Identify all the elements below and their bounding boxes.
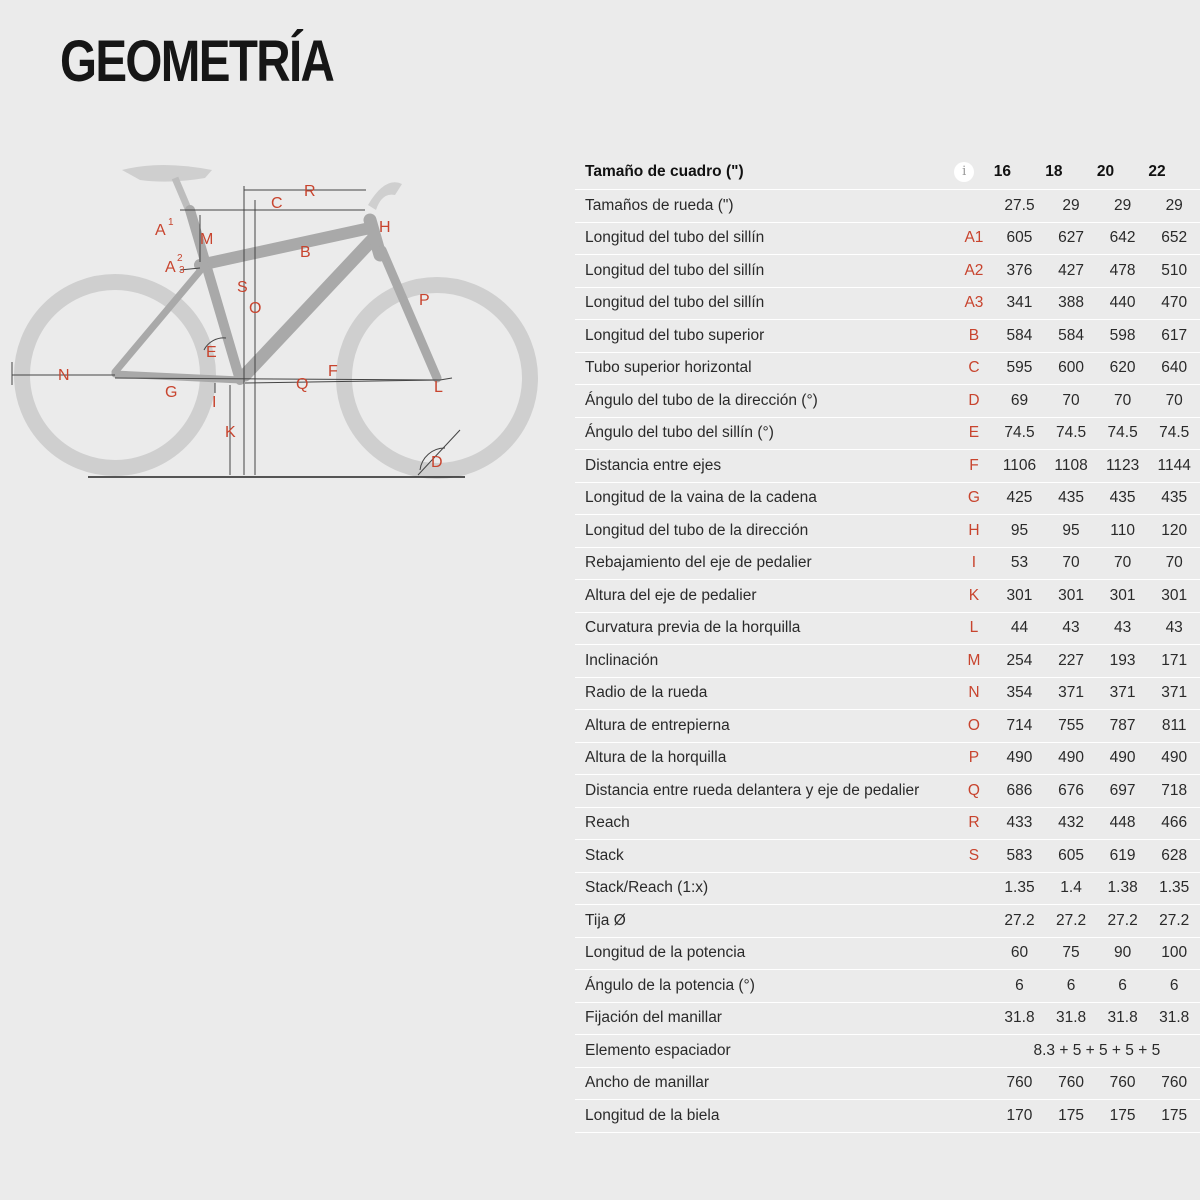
- row-value: 341: [994, 287, 1046, 320]
- row-value: 510: [1148, 255, 1200, 288]
- row-code: [954, 1067, 994, 1100]
- table-row: [575, 190, 1200, 223]
- row-value: 686: [994, 775, 1046, 808]
- row-value: 354: [994, 677, 1046, 710]
- bike-geometry-diagram: [0, 150, 560, 500]
- row-code: B: [954, 320, 994, 353]
- row-value: 1123: [1097, 450, 1149, 483]
- row-label: Tija Ø: [575, 905, 954, 938]
- row-value: 227: [1045, 645, 1097, 678]
- row-label: Longitud del tubo superior: [575, 320, 954, 353]
- row-value: 31.8: [1097, 1002, 1149, 1035]
- row-code: E: [954, 417, 994, 450]
- row-label: Longitud del tubo del sillín: [575, 287, 954, 320]
- row-value: 1144: [1148, 450, 1200, 483]
- row-code: N: [954, 677, 994, 710]
- geometry-table: [575, 155, 1200, 1133]
- row-value: 27.2: [1097, 905, 1149, 938]
- row-code: D: [954, 385, 994, 418]
- row-value: 27.2: [1148, 905, 1200, 938]
- row-value: 120: [1148, 515, 1200, 548]
- row-value: 605: [994, 222, 1046, 255]
- row-value: 425: [994, 482, 1046, 515]
- row-value: 254: [994, 645, 1046, 678]
- page-title: GEOMETRÍA: [60, 29, 334, 94]
- row-value: 31.8: [994, 1002, 1046, 1035]
- row-code: A3: [954, 287, 994, 320]
- row-value: 627: [1045, 222, 1097, 255]
- row-label: Altura del eje de pedalier: [575, 580, 954, 613]
- table-row: [575, 872, 1200, 905]
- row-value: 1.35: [994, 872, 1046, 905]
- table-row: [575, 580, 1200, 613]
- label-A23: A: [165, 259, 176, 276]
- row-value: 74.5: [1045, 417, 1097, 450]
- row-code: R: [954, 807, 994, 840]
- row-value: 760: [1097, 1067, 1149, 1100]
- row-label: Tubo superior horizontal: [575, 352, 954, 385]
- label-I: I: [212, 394, 217, 411]
- row-value: 371: [1045, 677, 1097, 710]
- row-value: 193: [1097, 645, 1149, 678]
- row-value: 75: [1045, 937, 1097, 970]
- row-label: Longitud del tubo del sillín: [575, 255, 954, 288]
- top-tube: [200, 228, 370, 265]
- row-code: [954, 190, 994, 223]
- row-value: 652: [1148, 222, 1200, 255]
- row-code: F: [954, 450, 994, 483]
- row-value: 435: [1148, 482, 1200, 515]
- row-value: 43: [1148, 612, 1200, 645]
- row-value: 433: [994, 807, 1046, 840]
- row-value: 74.5: [1097, 417, 1149, 450]
- row-value: 175: [1148, 1100, 1200, 1133]
- table-row: [575, 385, 1200, 418]
- row-label: Altura de entrepierna: [575, 710, 954, 743]
- table-row: [575, 255, 1200, 288]
- row-label: Rebajamiento del eje de pedalier: [575, 547, 954, 580]
- row-label: Radio de la rueda: [575, 677, 954, 710]
- table-row: [575, 287, 1200, 320]
- row-label: Distancia entre rueda delantera y eje de pedalier: [575, 775, 954, 808]
- row-value: 175: [1097, 1100, 1149, 1133]
- row-value: 170: [994, 1100, 1046, 1133]
- label-O: O: [249, 300, 262, 317]
- table-header-row: [575, 155, 1200, 190]
- table-row: [575, 222, 1200, 255]
- table-row: [575, 840, 1200, 873]
- row-value: 584: [994, 320, 1046, 353]
- row-merged-value: 8.3 + 5 + 5 + 5 + 5: [994, 1035, 1200, 1068]
- row-value: 620: [1097, 352, 1149, 385]
- row-value: 388: [1045, 287, 1097, 320]
- row-value: 301: [1148, 580, 1200, 613]
- table-row: [575, 970, 1200, 1003]
- row-label: Curvatura previa de la horquilla: [575, 612, 954, 645]
- row-value: 600: [1045, 352, 1097, 385]
- row-value: 44: [994, 612, 1046, 645]
- label-N: N: [58, 367, 70, 384]
- row-value: 90: [1097, 937, 1149, 970]
- row-label: Distancia entre ejes: [575, 450, 954, 483]
- label-M: M: [200, 231, 214, 248]
- row-value: 760: [1045, 1067, 1097, 1100]
- row-label: Longitud del tubo de la dirección: [575, 515, 954, 548]
- row-value: 29: [1148, 190, 1200, 223]
- label-L: L: [434, 379, 443, 396]
- row-code: A1: [954, 222, 994, 255]
- label-C: C: [271, 195, 283, 212]
- row-code: C: [954, 352, 994, 385]
- row-code: P: [954, 742, 994, 775]
- row-value: 301: [994, 580, 1046, 613]
- row-value: 110: [1097, 515, 1149, 548]
- row-value: 95: [994, 515, 1046, 548]
- row-code: [954, 1002, 994, 1035]
- row-code: [954, 1100, 994, 1133]
- row-value: 490: [1045, 742, 1097, 775]
- row-value: 642: [1097, 222, 1149, 255]
- size-header: 18: [1045, 155, 1097, 190]
- row-code: G: [954, 482, 994, 515]
- row-label: Longitud del tubo del sillín: [575, 222, 954, 255]
- table-row: [575, 612, 1200, 645]
- label-G: G: [165, 384, 178, 401]
- table-row: [575, 742, 1200, 775]
- handlebar: [368, 182, 402, 210]
- row-value: 1.38: [1097, 872, 1149, 905]
- row-value: 435: [1045, 482, 1097, 515]
- row-value: 760: [994, 1067, 1046, 1100]
- table-row: [575, 677, 1200, 710]
- row-value: 70: [1045, 385, 1097, 418]
- size-header: 22: [1148, 155, 1200, 190]
- row-label: Elemento espaciador: [575, 1035, 954, 1068]
- row-value: 598: [1097, 320, 1149, 353]
- row-code: [954, 872, 994, 905]
- row-label: Longitud de la vaina de la cadena: [575, 482, 954, 515]
- row-label: Reach: [575, 807, 954, 840]
- table-row: [575, 645, 1200, 678]
- row-code: A2: [954, 255, 994, 288]
- row-code: I: [954, 547, 994, 580]
- row-value: 29: [1097, 190, 1149, 223]
- label-index: 3: [179, 265, 185, 276]
- row-value: 490: [994, 742, 1046, 775]
- row-code: [954, 905, 994, 938]
- row-value: 376: [994, 255, 1046, 288]
- row-value: 628: [1148, 840, 1200, 873]
- row-value: 718: [1148, 775, 1200, 808]
- row-label: Tamaños de rueda ("): [575, 190, 954, 223]
- row-value: 714: [994, 710, 1046, 743]
- table-row: [575, 547, 1200, 580]
- row-value: 95: [1045, 515, 1097, 548]
- row-label: Stack/Reach (1:x): [575, 872, 954, 905]
- table-row: [575, 1067, 1200, 1100]
- row-label: Stack: [575, 840, 954, 873]
- row-value: 31.8: [1045, 1002, 1097, 1035]
- row-value: 70: [1148, 547, 1200, 580]
- row-label: Ancho de manillar: [575, 1067, 954, 1100]
- row-label: Ángulo del tubo de la dirección (°): [575, 385, 954, 418]
- row-value: 70: [1148, 385, 1200, 418]
- row-value: 74.5: [1148, 417, 1200, 450]
- row-value: 1106: [994, 450, 1046, 483]
- row-value: 27.2: [994, 905, 1046, 938]
- row-value: 27.2: [1045, 905, 1097, 938]
- row-code: H: [954, 515, 994, 548]
- row-value: 60: [994, 937, 1046, 970]
- fork: [382, 250, 437, 378]
- row-value: 171: [1148, 645, 1200, 678]
- row-value: 43: [1045, 612, 1097, 645]
- row-code: [954, 937, 994, 970]
- row-value: 6: [1045, 970, 1097, 1003]
- table-row: [575, 515, 1200, 548]
- row-value: 301: [1045, 580, 1097, 613]
- table-row: [575, 352, 1200, 385]
- table-row: [575, 320, 1200, 353]
- row-code: K: [954, 580, 994, 613]
- table-row: [575, 450, 1200, 483]
- saddle: [122, 165, 212, 182]
- row-value: 53: [994, 547, 1046, 580]
- table-row: [575, 710, 1200, 743]
- row-value: 1108: [1045, 450, 1097, 483]
- row-value: 1.4: [1045, 872, 1097, 905]
- row-value: 478: [1097, 255, 1149, 288]
- row-value: 175: [1045, 1100, 1097, 1133]
- row-value: 490: [1148, 742, 1200, 775]
- row-value: 301: [1097, 580, 1149, 613]
- row-value: 427: [1045, 255, 1097, 288]
- row-value: 43: [1097, 612, 1149, 645]
- label-D: D: [431, 454, 443, 471]
- row-code: S: [954, 840, 994, 873]
- row-value: 595: [994, 352, 1046, 385]
- row-value: 440: [1097, 287, 1149, 320]
- row-value: 6: [1148, 970, 1200, 1003]
- row-value: 755: [1045, 710, 1097, 743]
- row-value: 70: [1097, 385, 1149, 418]
- row-value: 470: [1148, 287, 1200, 320]
- row-code: [954, 1035, 994, 1068]
- row-value: 69: [994, 385, 1046, 418]
- table-row: [575, 1002, 1200, 1035]
- row-value: 448: [1097, 807, 1149, 840]
- table-row: [575, 1100, 1200, 1133]
- row-value: 697: [1097, 775, 1149, 808]
- row-value: 676: [1045, 775, 1097, 808]
- label-Q: Q: [296, 376, 309, 393]
- row-label: Inclinación: [575, 645, 954, 678]
- row-value: 640: [1148, 352, 1200, 385]
- row-value: 371: [1148, 677, 1200, 710]
- label-K: K: [225, 424, 236, 441]
- row-label: Longitud de la biela: [575, 1100, 954, 1133]
- row-code: Q: [954, 775, 994, 808]
- row-label: Longitud de la potencia: [575, 937, 954, 970]
- label-index: 2: [177, 253, 183, 264]
- row-value: 100: [1148, 937, 1200, 970]
- label-A1: A: [155, 222, 166, 239]
- row-value: 31.8: [1148, 1002, 1200, 1035]
- label-H: H: [379, 219, 391, 236]
- row-value: 432: [1045, 807, 1097, 840]
- label-P: P: [419, 292, 430, 309]
- row-value: 6: [994, 970, 1046, 1003]
- table-row: [575, 482, 1200, 515]
- label-B: B: [300, 244, 311, 261]
- label-E: E: [206, 344, 217, 361]
- table-row: [575, 417, 1200, 450]
- row-value: 6: [1097, 970, 1149, 1003]
- label-R: R: [304, 183, 316, 200]
- info-icon[interactable]: i: [954, 162, 974, 182]
- row-value: 70: [1045, 547, 1097, 580]
- row-value: 787: [1097, 710, 1149, 743]
- frame-size-header: Tamaño de cuadro ("): [575, 155, 954, 190]
- table-row: [575, 937, 1200, 970]
- size-header: 20: [1097, 155, 1149, 190]
- table-row: [575, 807, 1200, 840]
- row-value: 371: [1097, 677, 1149, 710]
- label-index: 1: [168, 217, 174, 228]
- row-value: 760: [1148, 1067, 1200, 1100]
- row-label: Fijación del manillar: [575, 1002, 954, 1035]
- row-code: O: [954, 710, 994, 743]
- row-value: 584: [1045, 320, 1097, 353]
- row-label: Altura de la horquilla: [575, 742, 954, 775]
- row-value: 605: [1045, 840, 1097, 873]
- row-value: 27.5: [994, 190, 1046, 223]
- table-row: [575, 1035, 1200, 1068]
- row-value: 435: [1097, 482, 1149, 515]
- row-label: Ángulo de la potencia (°): [575, 970, 954, 1003]
- row-value: 466: [1148, 807, 1200, 840]
- row-value: 583: [994, 840, 1046, 873]
- row-value: 29: [1045, 190, 1097, 223]
- row-value: 617: [1148, 320, 1200, 353]
- label-S: S: [237, 279, 248, 296]
- row-value: 1.35: [1148, 872, 1200, 905]
- row-code: M: [954, 645, 994, 678]
- row-code: [954, 970, 994, 1003]
- row-value: 619: [1097, 840, 1149, 873]
- table-row: [575, 905, 1200, 938]
- table-row: [575, 775, 1200, 808]
- row-value: 490: [1097, 742, 1149, 775]
- row-label: Ángulo del tubo del sillín (°): [575, 417, 954, 450]
- label-F: F: [328, 363, 338, 380]
- row-value: 811: [1148, 710, 1200, 743]
- row-value: 74.5: [994, 417, 1046, 450]
- row-value: 70: [1097, 547, 1149, 580]
- row-code: L: [954, 612, 994, 645]
- size-header: 16: [994, 155, 1046, 190]
